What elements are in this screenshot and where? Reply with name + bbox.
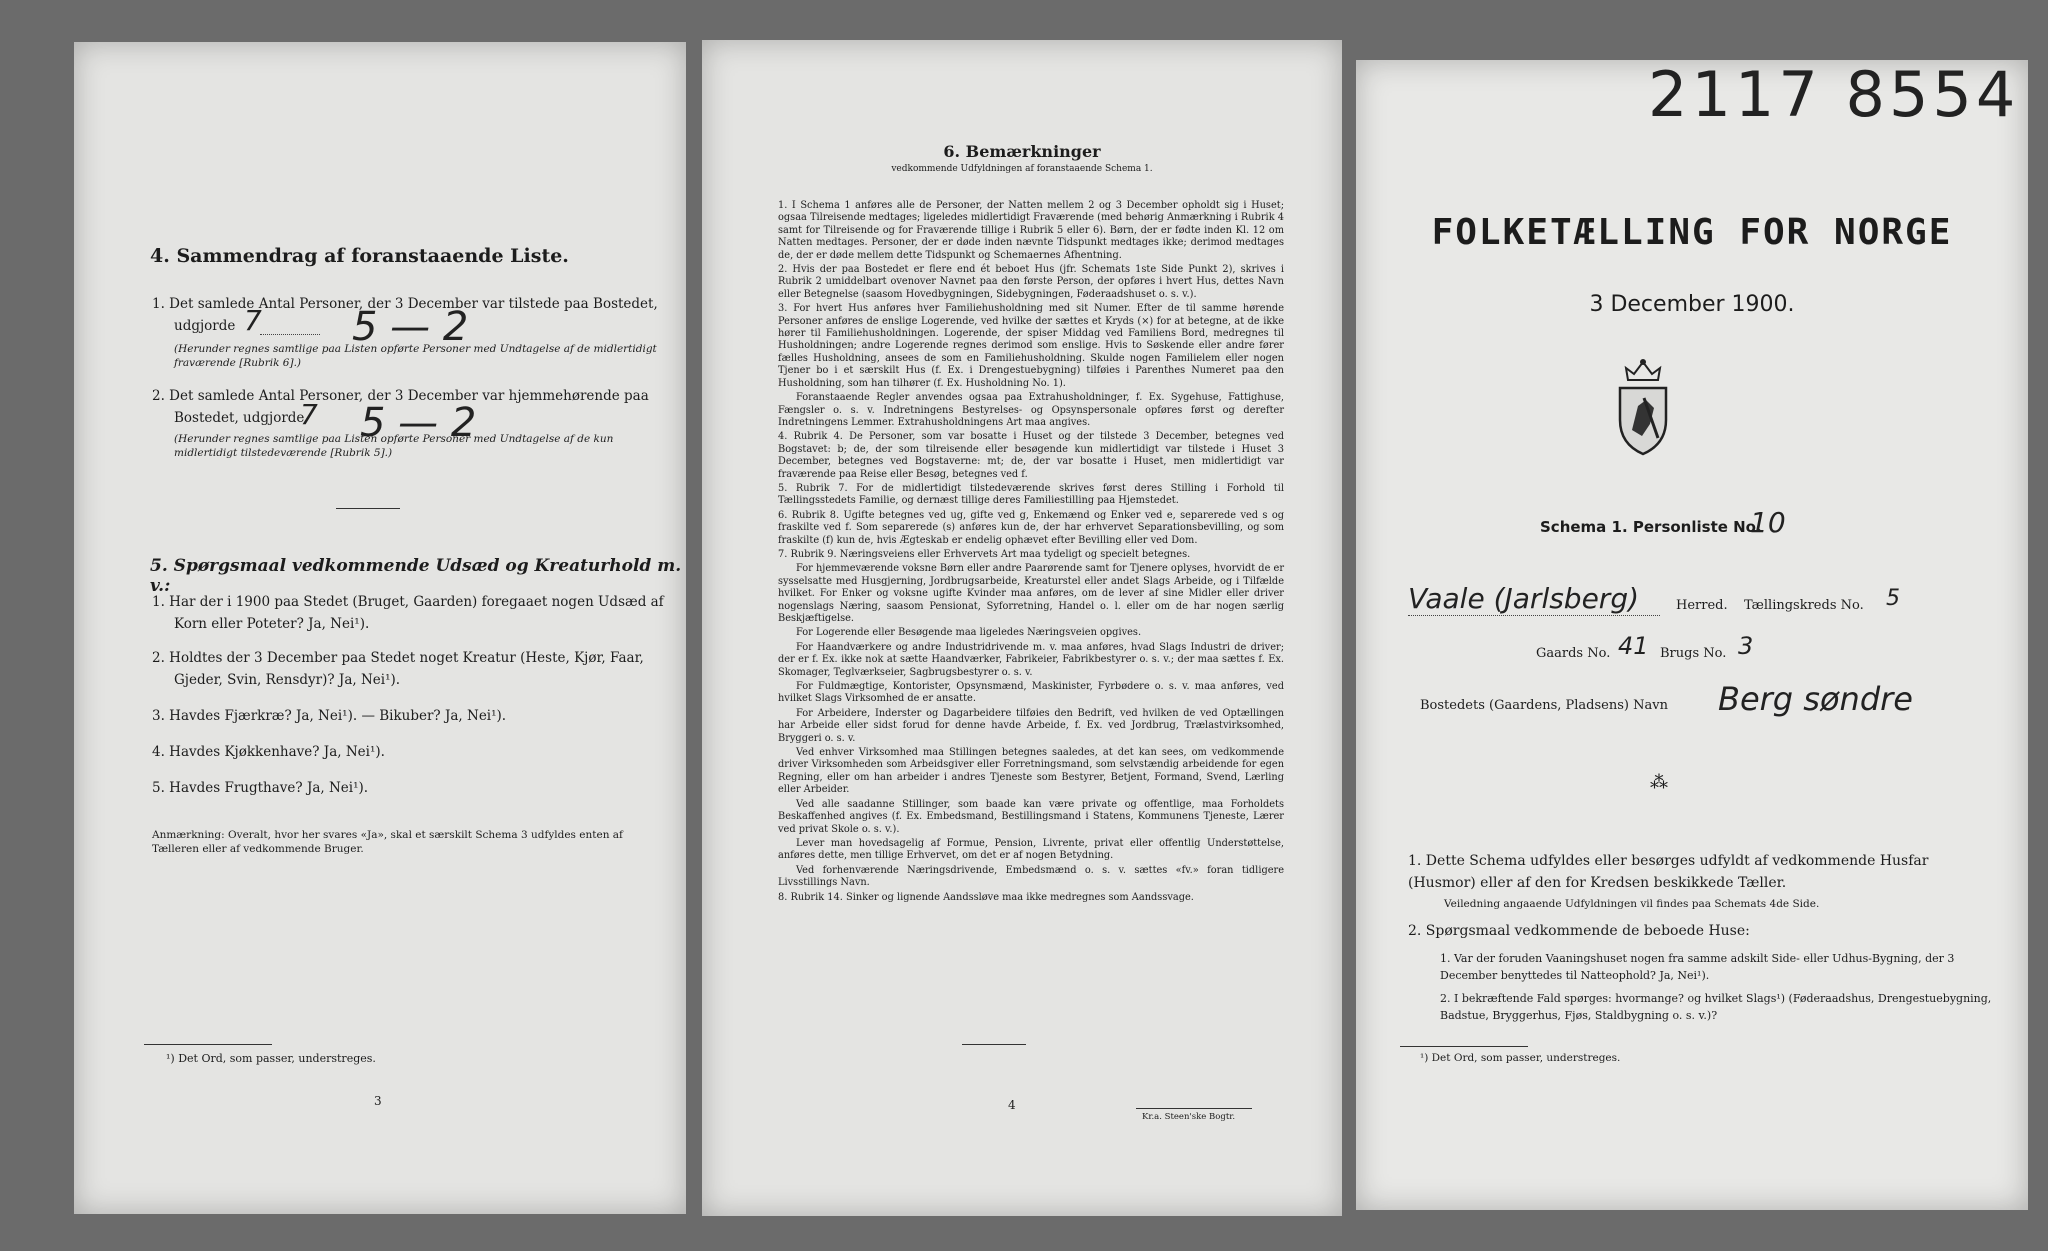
ornament-icon: ⁂ [1650,772,1668,793]
footnote-rule [144,1044,272,1045]
remarks-paragraph: 8. Rubrik 14. Sinker og lignende Aandssløve maa ikke medregnes som Aandssvage. [778,891,1194,903]
remarks-paragraph: 6. Rubrik 8. Ugifte betegnes ved ug, gifte ved g, Enkemænd og Enker ved e, separerede ved s og fraskilte ved f. Som separerede (s) anføres kun de, der har erhvervet Separationsbevilling, og som fraskilte (f) kun de, hvis Ægteskab er endelig ophævet efter Bevilling eller ved Dom. [778,509,1284,546]
remarks-paragraph: 1. I Schema 1 anføres alle de Personer, der Natten mellem 2 og 3 December opholdt sig i Huset; ogsaa Tilreisende medtages; ligeledes midlertidigt Fraværende (med behørig Anmærkning i Rubrik 4 samt for Tilreisende og for Fraværende tillige i Rubrik 5 eller 6). Børn, der er fødte inden Kl. 12 om Natten medtages. Personer, der er døde inden nævnte Tidspunkt medtages ikke; derimod medtages de, der er døde mellem dette Tidspunkt og Schemaernes Afhentning. [778,200,1284,261]
middle-page [702,40,1342,1216]
kreds-hand: 5 [1886,586,1900,611]
q5-text: 5. Havdes Frugthave? Ja, Nei¹). [152,780,369,796]
divider [962,1044,1026,1045]
item2-hand-total: 7 [300,398,318,431]
printer-name: Kr.a. Steen'ske Bogtr. [1142,1112,1236,1122]
divider [336,508,400,509]
remarks-paragraph: 4. Rubrik 4. De Personer, som var bosatte i Huset og der tilstede 3 December, betegnes ved Bogstavet: b; de, der som tilreisende eller besøgende kun midlertidigt var tilstede i Huset 3 December, betegnes ved Bogstaverne: mt; de, der var bosatte i Huset, men midlertidigt var fraværende paa Reise eller Besøg, betegnes ved f. [778,431,1284,480]
section4-title: 4. Sammendrag af foranstaaende Liste. [150,245,569,267]
page-number-3: 3 [374,1094,382,1108]
footnote: ¹) Det Ord, som passer, understreges. [166,1052,376,1065]
brugs-hand: 3 [1738,632,1754,660]
remarks-paragraph: Ved forhenværende Næringsdrivende, Embedsmænd o. s. v. sættes «fv.» foran tidligere Livsstillings Navn. [778,864,1284,889]
bosted-hand: Berg søndre [1718,680,1913,718]
remarks-paragraph: 2. Hvis der paa Bostedet er flere end ét beboet Hus (jfr. Schemats 1ste Side Punkt 2), skrives i Rubrik 2 umiddelbart ovenover Navnet paa den første Person, der opføres i hvert Hus, dettes Navn eller Betegnelse (saasom Hovedbygningen, Sidebygningen, Føderaadshuset o. s. v.). [778,264,1284,300]
item2-hand-split: 5 — 2 [360,400,477,446]
instruction-1-note: Veiledning angaaende Udfyldningen vil findes paa Schemats 4de Side. [1444,898,1820,910]
instruction-1: 1. Dette Schema udfyldes eller besørges udfyldt af vedkommende Husfar (Husmor) eller af den for Kredsen beskikkede Tæller. [1408,853,1929,891]
herred-label: Herred. [1676,598,1728,613]
remarks-title: 6. Bemærkninger [943,142,1101,161]
remarks-paragraph: For Arbeidere, Inderster og Dagarbeidere tilføies den Bedrift, ved hvilken de ved Optællingen har Arbeide eller sidst forud for denne havde Arbeide, f. Ex. ved Jordbrug, Trælastvirksomhed, Bryggeri o. s. v. [778,707,1284,744]
item2-bostedet: Bostedet, udgjorde [174,410,305,426]
remarks-paragraph: For Haandværkere og andre Industridrivende m. v. maa anføres, hvad Slags Industri de driver; der er f. Ex. ikke nok at sætte Haandværker, Fabrikeier, Fabrikbestyrer o. s. v.; der maa sættes f. Ex. Skomager, Teglværkseier, Sagbrugsbestyrer o. s. v. [778,641,1284,678]
remarks-paragraph: For Fuldmægtige, Kontorister, Opsynsmænd, Maskinister, Fyrbødere o. s. v. maa anføres, ved hvilket Slags Virksomhed de er ansatte. [778,681,1284,705]
remarks-paragraph: 7. Rubrik 9. Næringsveiens eller Erhvervets Art maa tydeligt og specielt betegnes. [778,548,1191,560]
item1-hand-split: 5 — 2 [352,304,469,350]
schema-hand: 10 [1750,506,1786,539]
q2-text: 2. Holdtes der 3 December paa Stedet noget Kreatur (Heste, Kjør, Faar, [152,650,644,666]
remarks-body [778,200,1284,906]
remarks-paragraph: Lever man hovedsagelig af Formue, Pension, Livrente, privat eller offentlig Understøttelse, anføres dette, men tillige Erhvervet, om det er af nogen Betydning. [778,837,1284,862]
q2b-text: Gjeder, Svin, Rensdyr)? Ja, Nei¹). [174,672,401,688]
item2-text: 2. Det samlede Antal Personer, der 3 December var hjemmehørende paa [152,388,649,404]
house-question-2: 2. I bekræftende Fald spørges: hvormange? og hvilket Slags¹) (Føderaadshus, Drengestuebygning, Badstue, Bryggerhus, Fjøs, Staldbygning o. s. v.)? [1440,992,1992,1022]
item2-note: (Herunder regnes samtlige paa Listen opførte Personer med Undtagelse af de kun midlertidigt tilstedeværende [Rubrik 5].) [174,433,614,459]
q3-text: 3. Havdes Fjærkræ? Ja, Nei¹). — Bikuber? Ja, Nei¹). [152,708,507,724]
item1-text: 1. Det samlede Antal Personer, der 3 December var tilstede paa Bostedet, [152,296,658,312]
remarks-paragraph: Foranstaaende Regler anvendes ogsaa paa Extrahusholdninger, f. Ex. Sygehuse, Fattighuse, Fængsler o. s. v. Indretningens Bestyrelses- og Opsynspersonale opføres først og derefter Indretningens Lemmer. Extrahusholdningens Art maa angives. [778,392,1284,428]
remarks-paragraph: For Logerende eller Besøgende maa ligeledes Næringsveien opgives. [796,627,1142,639]
q4-text: 4. Havdes Kjøkkenhave? Ja, Nei¹). [152,744,385,760]
dotted-line [260,334,320,335]
census-title: FOLKETÆLLING FOR NORGE [1431,212,1953,253]
page-number-4: 4 [1008,1098,1016,1112]
remarks-paragraph: Ved enhver Virksomhed maa Stillingen betegnes saaledes, at det kan sees, om vedkommende driver Virksomheden som Arbeidsgiver eller Forretningsmand, som selvstændig arbeidende for egen Regning, eller om han arbeider i andres Tjeneste som Bestyrer, Betjent, Formand, Svend, Lærling eller Arbeider. [778,747,1284,796]
gaards-hand: 41 [1618,632,1649,660]
footnote: ¹) Det Ord, som passer, understreges. [1420,1052,1621,1064]
remarks-paragraph: Ved alle saadanne Stillinger, som baade kan være private og offentlige, maa Forholdets Beskaffenhed angives (f. Ex. Embedsmand, Bestillingsmand i Statens, Kommunens Tjeneste, Lærer ved privat Skole o. s. v.). [778,798,1284,835]
gaards-label: Gaards No. [1536,646,1611,661]
remarks-subtitle: vedkommende Udfyldningen af foranstaaende Schema 1. [891,164,1153,174]
instruction-2: 2. Spørgsmaal vedkommende de beboede Huse: [1408,923,1750,939]
q1b-text: Korn eller Poteter? Ja, Nei¹). [174,616,370,632]
right-page [1356,60,2028,1210]
coat-of-arms-icon [1614,358,1672,456]
brugs-label: Brugs No. [1660,646,1727,661]
printer-rule [1136,1108,1252,1109]
remarks-paragraph: 5. Rubrik 7. For de midlertidigt tilstedeværende skrives først deres Stilling i Forhold til Tællingsstedets Familie, og dernæst tillige deres Familiestilling paa Hjemstedet. [778,482,1284,507]
item1-note: (Herunder regnes samtlige paa Listen opførte Personer med Undtagelse af de midlertidigt fraværende [Rubrik 6].) [174,343,657,369]
bosted-label: Bostedets (Gaardens, Pladsens) Navn [1420,698,1668,713]
herred-hand: Vaale (Jarlsberg) [1408,582,1660,616]
house-question-1: 1. Var der foruden Vaaningshuset nogen fra samme adskilt Side- eller Udhus-Bygning, der 3 December benyttedes til Natteophold? Ja, Nei¹). [1440,952,1955,982]
item1-udgjorde: udgjorde [174,318,236,334]
left-page [74,42,686,1214]
section5-title: 5. Spørgsmaal vedkommende Udsæd og Kreaturhold m. v.: [150,556,682,596]
remarks-paragraph: For hjemmeværende voksne Børn eller andre Paarørende samt for Tjenere oplyses, hvorvidt de er sysselsatte med Husgjerning, Jordbrugsarbeide, Kreaturstel eller andet Slags Arbeide, og i Tilfælde hvilket. For Enker og voksne ugifte Kvinder maa anføres, om de lever af sine Midler eller driver nogenslags Næring, saasom Pensionat, Syforretning, Handel o. l. eller om de har nogen særlig Beskjæftigelse. [778,563,1284,624]
remarks-paragraph: 3. For hvert Hus anføres hver Familiehusholdning med sit Numer. Efter de til samme hørende Personer anføres de enslige Logerende, ved hvilke der sættes et Kryds (×) for at betegne, at de ikke hører til Familiehusholdningen. Logerende, der spiser Middag ved Familiens Bord, medregnes til Husholdningen; andre Logerende regnes derimod som enslige. Hvis to Søskende eller andre fører fælles Husholdning, ansees de som en Familiehusholdning. Skulde nogen Familielem eller nogen Tjener bo i et særskilt Hus (f. Ex. i Drengestuebygning) tilføies i Parenthes Numeret paa den Husholdning, som han tilhører (f. Ex. Husholdning No. 1). [778,303,1284,389]
q1-text: 1. Har der i 1900 paa Stedet (Bruget, Gaarden) foregaaet nogen Udsæd af [152,594,664,610]
schema-label: Schema 1. Personliste No. [1540,518,1762,536]
census-date: 3 December 1900. [1589,292,1795,317]
anmaerkning: Anmærkning: Overalt, hvor her svares «Ja», skal et særskilt Schema 3 udfyldes enten af Tælleren eller af vedkommende Bruger. [152,829,623,855]
archive-numbers: 2117 8554 [1648,60,2020,131]
footnote-rule [1400,1046,1528,1047]
kreds-label: Tællingskreds No. [1744,598,1864,613]
item1-hand-total: 7 [244,304,262,337]
